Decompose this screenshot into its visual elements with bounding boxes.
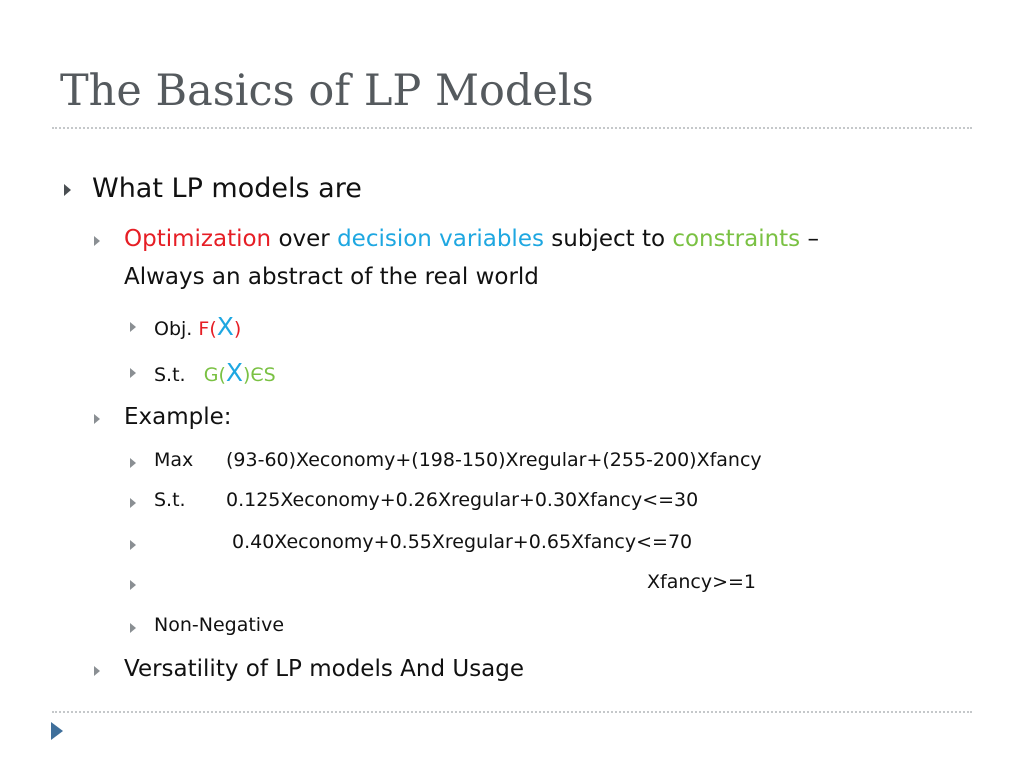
- bullet-what-lp-models: What LP models are: [92, 173, 362, 204]
- constraint-2: 0.40Xeconomy+0.55Xregular+0.65Xfancy<=70: [232, 531, 693, 553]
- text-subject-to: subject to: [543, 226, 673, 252]
- obj-label: Obj.: [154, 318, 193, 340]
- text-dash: –: [800, 226, 819, 252]
- bullet-arrow-icon: [64, 184, 71, 196]
- bullet-arrow-icon: [94, 414, 100, 424]
- bullet-arrow-icon: [94, 666, 100, 676]
- text-over: over: [271, 226, 338, 252]
- st-g-open: G(: [203, 364, 226, 386]
- bullet-max-expression: (93-60)Xeconomy+(198-150)Xregular+(255-200)Xfancy: [226, 449, 762, 471]
- bullet-arrow-icon: [130, 623, 136, 633]
- bullet-arrow-icon: [130, 580, 136, 590]
- bullet-optimization: [124, 226, 819, 254]
- bullet-st-label: S.t.: [154, 489, 186, 511]
- term-decision-variables: decision variables: [337, 226, 544, 252]
- bullet-arrow-icon: [130, 540, 136, 550]
- bullet-arrow-icon: [94, 236, 100, 246]
- st-rest: )ЄS: [243, 364, 276, 386]
- st-x: X: [225, 358, 243, 387]
- bullet-arrow-icon: [130, 322, 136, 332]
- footer-divider: [52, 711, 972, 713]
- obj-close: ): [233, 318, 242, 340]
- bullet-max-label: Max: [154, 449, 194, 471]
- obj-x: X: [216, 312, 234, 341]
- slide-title: The Basics of LP Models: [60, 66, 594, 116]
- constraint-3: Xfancy>=1: [647, 571, 757, 593]
- next-slide-arrow-icon[interactable]: [51, 722, 63, 740]
- constraint-1: 0.125Xeconomy+0.26Xregular+0.30Xfancy<=30: [226, 489, 699, 511]
- bullet-subject-to: [154, 358, 276, 388]
- term-constraints: constraints: [672, 226, 801, 252]
- bullet-arrow-icon: [130, 498, 136, 508]
- bullet-abstract-line: Always an abstract of the real world: [124, 264, 539, 290]
- bullet-arrow-icon: [130, 368, 136, 378]
- st-label: S.t.: [154, 364, 186, 386]
- obj-f-open: F(: [198, 318, 217, 340]
- bullet-example: Example:: [124, 404, 232, 430]
- bullet-objective: [154, 312, 241, 342]
- bullet-versatility: Versatility of LP models And Usage: [124, 656, 525, 682]
- term-optimization: Optimization: [124, 226, 272, 252]
- title-divider: [52, 127, 972, 129]
- bullet-non-negative: Non-Negative: [154, 614, 285, 636]
- bullet-arrow-icon: [130, 458, 136, 468]
